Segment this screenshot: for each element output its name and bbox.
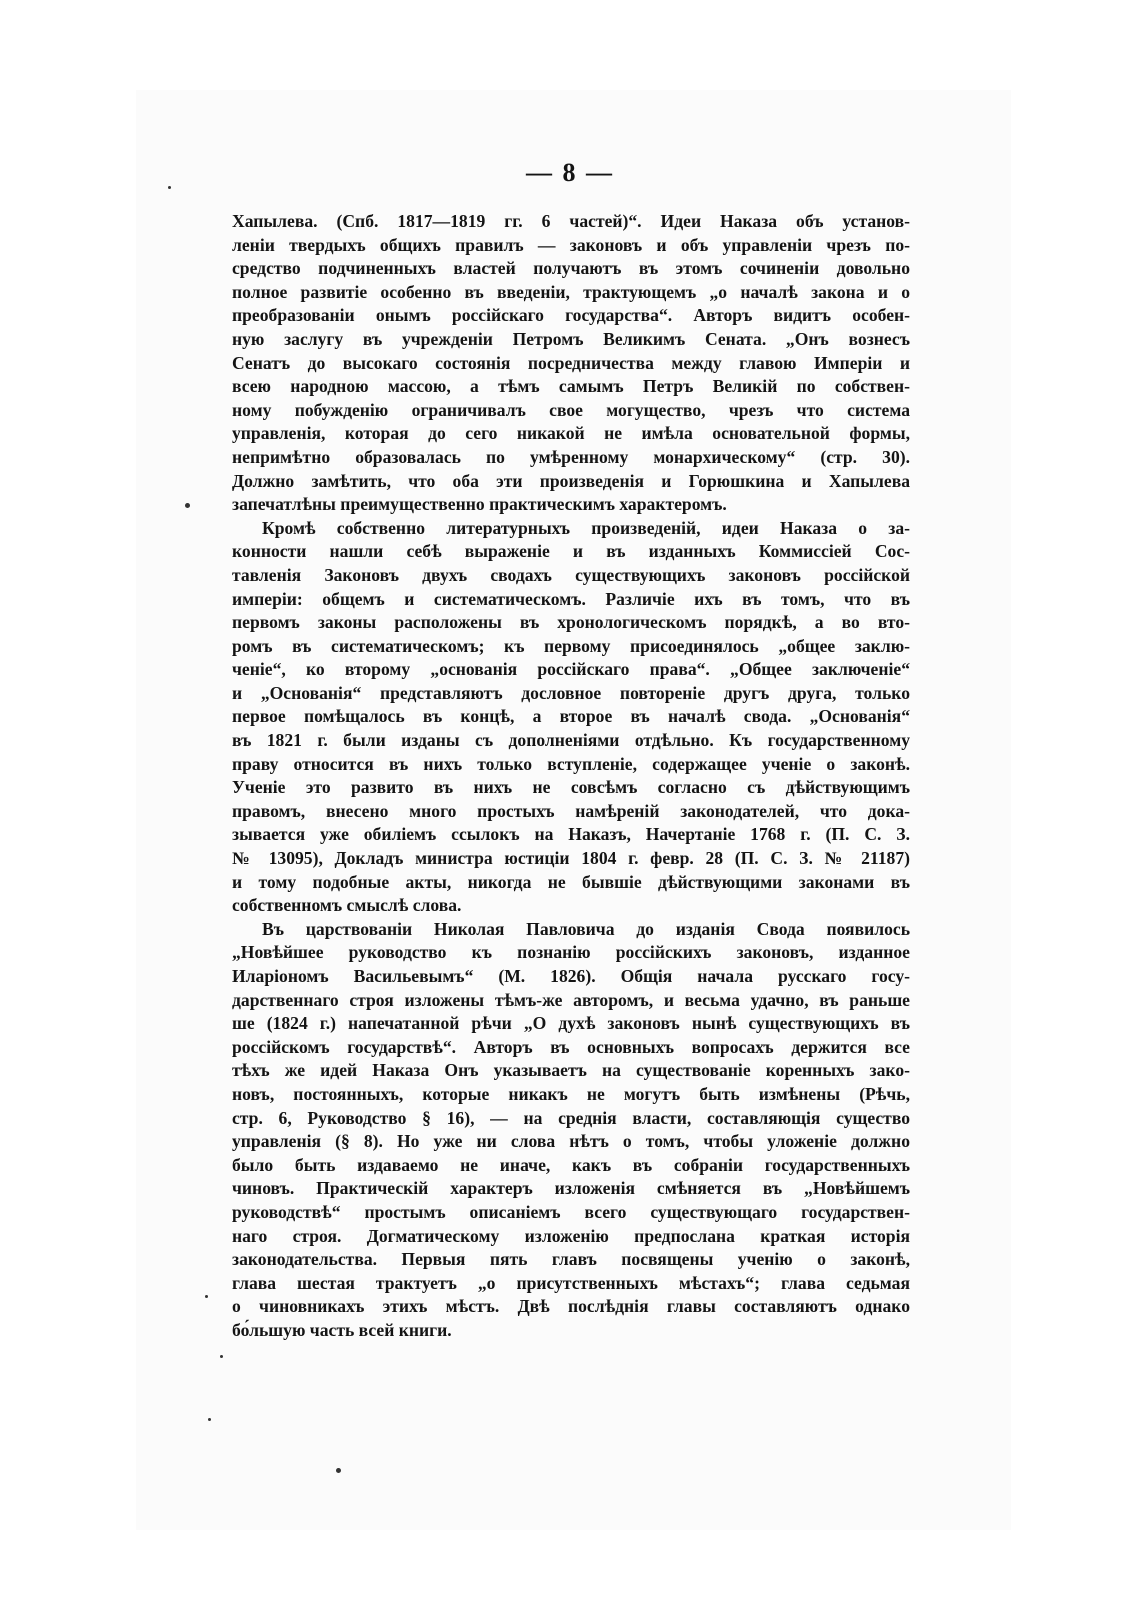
text-line: тѣхъ же идей Наказа Онъ указываетъ на существованіе коренныхъ зако-	[232, 1060, 910, 1081]
text-line: средство подчиненныхъ властей получаютъ въ этомъ сочиненіи довольно	[232, 258, 910, 279]
text-line: наго строя. Догматическому изложенію предпослана краткая исторія	[232, 1225, 910, 1246]
paragraph-2	[232, 517, 910, 918]
text-line: ную заслугу въ учрежденіи Петромъ Великимъ Сената. „Онъ вознесъ	[232, 328, 910, 349]
text-line: полное развитіе особенно въ введеніи, трактующемъ „о началѣ закона и о	[232, 281, 910, 302]
text-line: первомъ законы расположены въ хронологическомъ порядкѣ, а во вто-	[232, 612, 910, 633]
text-line: новъ, постоянныхъ, которые никакъ не могутъ быть измѣнены (Рѣчь,	[232, 1083, 910, 1104]
text-line: непримѣтно образовалась по умѣренному монархическому“ (стр. 30).	[232, 446, 910, 467]
text-line: было быть издаваемо не иначе, какъ въ собраніи государственныхъ	[232, 1154, 910, 1175]
text-line: зывается уже обиліемъ ссылокъ на Наказъ, Начертаніе 1768 г. (П. С. З.	[232, 824, 910, 845]
text-line: управленія, которая до сего никакой не имѣла основательной формы,	[232, 423, 910, 444]
scan-speck	[185, 503, 190, 508]
text-line: конности нашли себѣ выраженіе и въ изданныхъ Коммиссіей Сос-	[232, 541, 910, 562]
text-line: праву относится въ нихъ только вступленіе, содержащее ученіе о законѣ.	[232, 753, 910, 774]
text-line: глава шестая трактуетъ „о присутственныхъ мѣстахъ“; глава седьмая	[232, 1272, 910, 1293]
text-line: руководствѣ“ простымъ описаніемъ всего существующаго государствен-	[232, 1201, 910, 1222]
text-line: правомъ, внесено много простыхъ намѣреній законодателей, что дока-	[232, 800, 910, 821]
text-line: Должно замѣтить, что оба эти произведенія и Горюшкина и Хапылева	[232, 470, 910, 491]
body-text	[232, 210, 910, 1343]
text-line: чиновъ. Практическій характеръ изложенія смѣняется въ „Новѣйшемъ	[232, 1178, 910, 1199]
text-line: ченіе“, ко второму „основанія россійскаго права“. „Общее заключеніе“	[232, 659, 910, 680]
scan-speck	[205, 1295, 208, 1298]
text-line: собственномъ смыслѣ слова.	[232, 895, 462, 916]
text-line: россійскомъ государствѣ“. Авторъ въ основныхъ вопросахъ держится все	[232, 1036, 910, 1057]
text-line: Сенатъ до высокаго состоянія посредничества между главою Имперіи и	[232, 352, 910, 373]
paragraph-1	[232, 210, 910, 517]
text-line: леніи твердыхъ общихъ правилъ — законовъ и объ управленіи чрезъ по-	[232, 234, 910, 255]
text-line: стр. 6, Руководство § 16), — на среднія власти, составляющія существо	[232, 1107, 910, 1128]
text-line: первое помѣщалось въ концѣ, а второе въ началѣ свода. „Основанія“	[232, 706, 910, 727]
scan-speck	[208, 1418, 211, 1421]
text-line: дарственнаго строя изложены тѣмъ-же авторомъ, и весьма удачно, въ раньше	[232, 989, 910, 1010]
text-line: ромъ въ систематическомъ; къ первому присоединялось „общее заклю-	[232, 635, 910, 656]
text-line: ному побужденію ограничивалъ свое могущество, чрезъ что система	[232, 399, 910, 420]
paragraph-3	[232, 918, 910, 1343]
text-line: о чиновникахъ этихъ мѣстъ. Двѣ послѣднія главы составляютъ однако	[232, 1296, 910, 1317]
text-line: запечатлѣны преимущественно практическимъ характеромъ.	[232, 494, 727, 515]
scan-speck	[168, 186, 171, 189]
text-line: „Новѣйшее руководство къ познанію россійскихъ законовъ, изданное	[232, 942, 910, 963]
text-line: бо́льшую часть всей книги.	[232, 1319, 452, 1340]
text-line: и тому подобные акты, никогда не бывшіе дѣйствующими законами въ	[232, 871, 910, 892]
scan-speck	[220, 1355, 223, 1358]
text-line: Кромѣ собственно литературныхъ произведеній, идеи Наказа о за-	[262, 517, 910, 538]
text-line: управленія (§ 8). Но уже ни слова нѣтъ о томъ, чтобы уложеніе должно	[232, 1131, 910, 1152]
text-line: № 13095), Докладъ министра юстиціи 1804 г. февр. 28 (П. С. З. № 21187)	[232, 848, 910, 869]
page-number: — 8 —	[526, 158, 614, 187]
text-line: Ученіе это развито въ нихъ не совсѣмъ согласно съ дѣйствующимъ	[232, 777, 910, 798]
text-line: имперіи: общемъ и систематическомъ. Различіе ихъ въ томъ, что въ	[232, 588, 910, 609]
text-line: Иларіономъ Васильевымъ“ (М. 1826). Общія начала русскаго госу-	[232, 966, 910, 986]
text-line: всею народною массою, а тѣмъ самымъ Петръ Великій по собствен-	[232, 376, 910, 397]
text-line: преобразованіи онымъ россійскаго государства“. Авторъ видитъ особен-	[232, 305, 910, 326]
text-line: законодательства. Первыя пять главъ посвящены ученію о законѣ,	[232, 1249, 910, 1270]
text-line: тавленія Законовъ двухъ сводахъ существующихъ законовъ россійской	[232, 564, 910, 585]
text-line: ше (1824 г.) напечатанной рѣчи „О духѣ законовъ нынѣ существующихъ въ	[232, 1013, 910, 1034]
text-line: въ 1821 г. были изданы съ дополненіями отдѣльно. Къ государственному	[232, 730, 910, 751]
scan-speck	[336, 1468, 341, 1473]
text-line: и „Основанія“ представляютъ дословное повтореніе другъ друга, только	[232, 682, 910, 703]
text-line: Хапылева. (Спб. 1817—1819 гг. 6 частей)“. Идеи Наказа объ установ-	[232, 211, 910, 231]
text-line: Въ царствованіи Николая Павловича до изданія Свода появилось	[262, 918, 910, 939]
